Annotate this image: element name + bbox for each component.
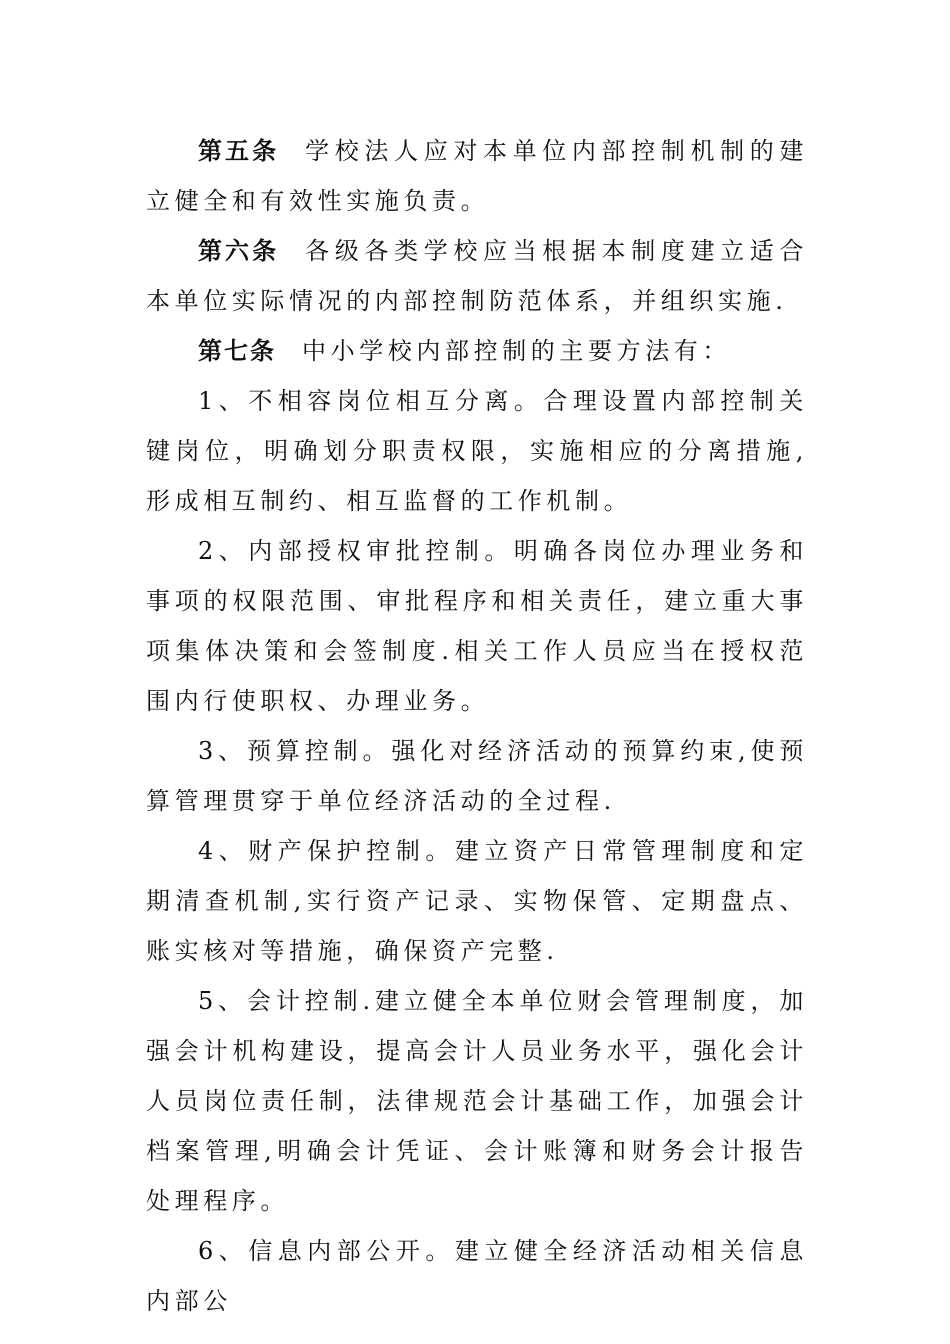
document-body [146,126,808,1326]
article-text: 中小学校内部控制的主要方法有： [302,337,731,365]
article-text: 各级各类学校应当根据本制度建立适合本单位实际情况的内部控制防范体系，并组织实施. [146,237,809,315]
list-item-paragraph: 4、财产保护控制。建立资产日常管理制度和定期清查机制,实行资产记录、实物保管、定期盘点、账实核对等措施，确保资产完整. [146,837,808,965]
list-item-paragraph: 5、会计控制.建立健全本单位财会管理制度，加强会计机构建设，提高会计人员业务水平，强化会计人员岗位责任制，法律规范会计基础工作，加强会计档案管理,明确会计凭证、会计账簿和财务会计报告处理程序。 [146,987,808,1215]
article-paragraph [146,326,808,376]
article-label: 第五条 [198,137,280,165]
list-item-paragraph: 1、不相容岗位相互分离。合理设置内部控制关键岗位，明确划分职责权限，实施相应的分离措施,形成相互制约、相互监督的工作机制。 [146,387,808,515]
list-item-paragraph: 3、预算控制。强化对经济活动的预算约束,使预算管理贯穿于单位经济活动的全过程. [146,737,808,815]
article-label: 第六条 [198,237,280,265]
article-paragraph [146,126,808,226]
list-item-paragraph: 2、内部授权审批控制。明确各岗位办理业务和事项的权限范围、审批程序和相关责任，建立重大事项集体决策和会签制度.相关工作人员应当在授权范围内行使职权、办理业务。 [146,537,808,715]
article-paragraph [146,226,808,326]
list-item-paragraph: 6、信息内部公开。建立健全经济活动相关信息内部公 [146,1237,808,1315]
article-label: 第七条 [198,337,276,365]
article-text: 学校法人应对本单位内部控制机制的建立健全和有效性实施负责。 [146,137,809,215]
